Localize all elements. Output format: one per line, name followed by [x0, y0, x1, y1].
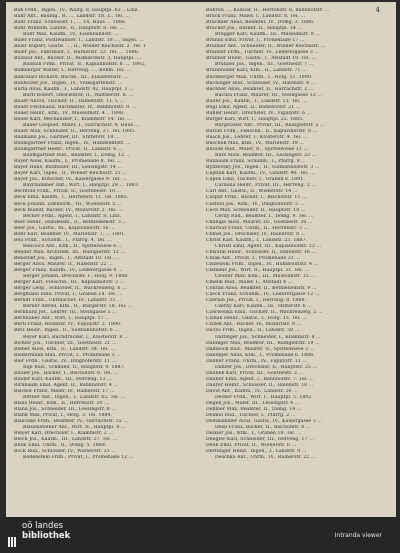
left-column-entry: Bieber Alois, Kfm., II., Landstr. 54. Tel. ...	[14, 346, 116, 352]
left-column-entry: Blum Emil, Uhrm., II., Domg. 5. 1889.	[14, 443, 107, 449]
right-column-entry: Cardona Heinr., Privat, III., Herreng. 2 ...	[215, 183, 317, 189]
left-column-entry: Behr Karl, Beamter, IV., Marienstr. 7. ... 1891.	[14, 231, 126, 237]
right-column-entry: Conrad Alois, Beamter, II., Bethlehemstr. 9 ...	[206, 286, 317, 292]
right-column-entry: Clemens Jos., Wirt, II., Hauptpl. 31. Tel. ...	[206, 268, 310, 274]
right-column-entry: Decker Frdn., Wirt, I., Hauptpl. 5. 1892.	[215, 395, 313, 400]
right-column-entry: Carl Ant., Gastw., II., Wienerstr. 14 ...	[206, 189, 298, 195]
left-column-entry: Betz Heinr., Ingen., II., Südbahnhofstr. 6 ...	[14, 328, 120, 334]
left-column-entry: Beyer Karl, Buchdrucker, I., Klosterstr. 8 ...	[23, 334, 129, 340]
right-column-entry: Charwat Franz, Uhrm., II., Herrenstr. 3 ...	[206, 225, 309, 231]
right-column-entry: Deimel Rud., Tischler, I., Pfarrg. 2 ...	[206, 413, 296, 419]
left-column-entry: Berger Karl, Fleischh., III., Kaplanhofstr. 3 ...	[14, 280, 125, 286]
left-column-entry: Bahr Max, Kaufm., IV., Eisenbahnstr. ...	[23, 32, 119, 38]
right-column-entry: Chalupa Alois, Maurer, III., Goethestr. 30 ...	[206, 219, 313, 225]
page-number: 4	[375, 6, 380, 14]
right-column-entry: Bühler Heinr., Drechsler, IV., Figulystr. 6 ...	[206, 110, 312, 116]
left-column-entry: Bauer Leopold, Maler, I., Harrachstr. 4, Haus ...	[23, 122, 140, 128]
left-column-entry: Bauer Karl, Mechaniker, I., Klammstr. 14. Tel. ...	[14, 116, 132, 122]
logo-line2: bibliothek	[22, 531, 71, 541]
left-column-entry: Bernhuber Ant., Wirt, I., Hauptpl. 17 ...	[14, 316, 110, 322]
right-column-entry: Brunner Frdn., Tischler, IV., Lederergasse 3 ...	[206, 50, 320, 56]
left-column-entry: Bechtold Frdn., Privat, II., Goetheestr. 10 ...	[14, 189, 122, 195]
right-column-entry: Daurer Heinr., Schlosser, II., Hafenstr. 10 ...	[206, 382, 314, 388]
right-column-entry: Brucker Jos., Bäcker, II., Hauptpl. 14 ...	[206, 26, 303, 32]
left-column-entry: Bleyer Karl, Drechsler, I., Klammstr. 2 ...	[14, 431, 113, 437]
left-column-entry: Baier Rupert, Gastw. ..., II., Wiener Reichsstr. 2. Tel. 1	[14, 44, 147, 50]
left-column-entry: Beer Jos., Gastw., III., Kapuzinerstr. 16 ...	[14, 225, 115, 231]
left-column-entry: Binder Karl, Kaufm., III., Herreng. 13 ...	[14, 376, 112, 382]
left-column-entry: Bergmann Emil, Privat, I., Graben 14. Tel. ...	[14, 292, 123, 298]
right-column-entry: Buder Jos., Kaufm., I., Landstr. 15. Tel. ...	[206, 98, 307, 104]
left-column	[14, 8, 196, 462]
right-column-entry: Dallinger Max, Beamter, III., Rudigierstr. 19 ...	[206, 340, 320, 346]
right-column-entry: Butz Alois, Beamter, III., Lessingstr. 23 ...	[215, 153, 317, 159]
left-column-entry: Beil Frdn., Schuhm., I., Pfarrg. 4. Tel. ...	[14, 237, 112, 243]
right-column-entry: Bruck Franz, Maler, I., Landstr. 8. Tel. ...	[206, 14, 306, 20]
left-column-entry: Bahr Wilhelm, Landw., II., Hauptstr. 6. Tel. ...	[14, 26, 125, 32]
left-column-entry: Bloch Jos., Kaufm., III., Landstr. 27. Tel. ...	[14, 437, 118, 443]
right-column-entry: Buchta Franz, Maurer, III., Steingasse 12 ...	[215, 92, 322, 98]
scanned-page	[6, 2, 396, 517]
right-column-entry: Burgstaller Ant., Privat, III., Rudigierstr. 5 ...	[215, 122, 325, 128]
left-column-entry: Bauer Anton, Tischler, II., Dametzstr. 11, I. ...	[14, 98, 125, 104]
left-column-entry: Bancalari Richard, Buchh., III., Elisabethstr. ...	[14, 74, 129, 80]
right-column-entry: Deschka Ant., Uhrm., IV., Rainerstr. 22 ...	[215, 455, 316, 461]
left-column-entry: Blank Max, Privat, I., Hofg. 3. Tel. 1884.	[14, 413, 113, 419]
library-logo[interactable]	[8, 522, 70, 541]
right-column-entry: Cloeter Max, Kfm., III., Museumstr. 15 ...	[215, 274, 316, 280]
left-column-entry: Blauensteiner Ant., Wirt, II., Hauptpl. 8 ...	[23, 425, 126, 431]
left-column-entry: Bock Rud., Schlosser, IV., Wienerstr. 31 ...	[14, 449, 116, 455]
right-column-entry: Buchinger Rud., Schlosser, IV., Hafenstr. 4 ...	[206, 80, 316, 86]
left-column-entry: Berger Leop., Schlosser, II., Wachreinerg. 6 ...	[14, 286, 127, 292]
right-column-entry: Dauber Emil, Agent, I., Bahnhofstr. 7. Tel. ...	[206, 376, 315, 382]
left-column-entry: Bamberger Walter, I., Herreng. ..., Böhm. Tel. ...	[14, 68, 132, 74]
right-column-entry: Danzer Jos., Drechsler, II., Hauptstr. 25 ...	[215, 364, 318, 370]
left-column-entry: Bauer Heinr., Kfm., IV., Museumstr. 4 .. 1898.	[14, 110, 125, 116]
right-column-entry: Buschek Max, Kfm., IV., Marienstr. 19 ...	[206, 141, 305, 147]
right-column-entry: Buchberger Max, Uhrm., I., Hofg. 11. 1890.	[206, 74, 313, 80]
left-column-entry: Baumgartner Rud., Beamter, I., Domg. 12 ...	[23, 153, 131, 159]
logo-line1: oö landes	[22, 521, 64, 531]
left-column-entry: Bier Frdn., Gastw., IV., Dinghoferstr. 11 ...	[14, 358, 117, 364]
right-column-entry: Cajetan Karl, Kaufm., IV., Landstr. 40. Tel. ...	[206, 171, 315, 177]
left-column-entry: Bichler Jos., Tischler, III., Goethestr. 21 ...	[14, 340, 117, 346]
left-column-entry: Biedermann Max, Privat, I., Promenade 3 ...	[14, 352, 121, 358]
left-column-entry: Bauer Ferdinand, Buchhalter, IV., Bahnhofstr. 9. ...	[14, 104, 137, 110]
right-column-entry: Brugger Karl, Kaufm., III., Museumstr. 9 ...	[215, 32, 320, 38]
right-column-entry: Brunner Jos., Ingen., III., Goethestr. 7 ...	[215, 62, 314, 68]
left-column-entry: Bauer Max, Schneider, II., Herreng. 27. Tel. 1885.	[14, 128, 136, 134]
left-column-entry: Bayer Alois, Kaufm., I., Promenade 8. Tel. ...	[14, 159, 122, 165]
left-column-entry: Bayer Hans, Bildhauer, III., Lessingstr. 14 ...	[14, 165, 123, 171]
right-column-entry: Dengler Karl, Schneider, III., Herreng. 17 ...	[206, 437, 314, 443]
left-column-entry: Beck Johann, Zimmerm., III., Wienerstr. 5 ...	[14, 201, 122, 207]
right-column-entry: Buchner Alois, Beamter, II., Harrachstr. 2 ...	[206, 86, 314, 92]
right-column-entry: Deisl Franz, Bäcker, II., Bischofstr. 8 ...	[215, 425, 311, 431]
left-column-entry: Baier Franz, Postbeamter, I., Landstr. 18 ..., Ingen. ...	[14, 38, 144, 44]
left-column-entry: Bittner Ant., Ingen., I., Landstr. 62. Tel. ...	[23, 395, 126, 400]
right-column-entry: Burger Karl, Wirt, I., Hauptpl. 22. 1885.	[206, 116, 304, 122]
left-column-entry: Bartl Robert, Oberlehrer, II., Waltherstr. 8. ...	[23, 92, 134, 98]
right-column-entry: Czech Franz, Schuhm., IV., Lederergasse 12 ...	[206, 292, 320, 298]
left-column-entry: Bahr Franz, Schlosser, I., ... 14, Haus ... 1886.	[14, 20, 127, 26]
right-column-entry: Capek Emil, Tischler, I., Graben 6. 1891.	[206, 177, 305, 183]
right-column-entry: Chwatal Heinr., Schlosser, II., Hafenstr. 16 ...	[206, 249, 317, 255]
right-column-entry: Bussek Rud., Maler, II., Spittelwiese 11 ...	[206, 147, 309, 153]
right-column-entry: Czerny Karl, Kaufm., III., Stifterstr. 6 ...	[215, 304, 312, 310]
left-column-entry: Berger Alois, Maurer, II., Hafenstr. 22 ...	[14, 261, 113, 267]
left-column-entry: Berner Alfred, Kfm., II., Bürgerstr. 18. Tel. ...	[23, 304, 133, 310]
library-logo-icon	[8, 532, 18, 542]
right-column-entry: Dachs Frdn., Ingen., II., Landstr. 50 ...	[206, 328, 300, 334]
right-column-entry: Degen Jos., Maler, III., Lessingstr. 4 ...	[206, 401, 300, 407]
left-column-entry: Blaschke Frdn., Beamter, IV., Harrachstr. 15 ...	[14, 419, 128, 425]
right-column-entry: Denk Emil, Privat, II., Wienerstr. 6 ...	[206, 443, 297, 449]
right-column-entry: Bruhns Emil, Privat, I., Promenade 17 ...	[206, 38, 305, 44]
left-column-entry: Bertl Franz, Beamter, IV., Figulystr. 2. 1890.	[14, 322, 122, 328]
left-column-entry: Bigl Rud., Schmied, II., Hauptstr. 9. 1887.	[23, 364, 126, 370]
right-column-entry: Derflinger Heinr., Ingen., I., Landstr. 9 ...	[206, 449, 307, 455]
right-column-entry: Bruckner Alois, Beamter, IV., Domg. 2. 1886.	[206, 20, 315, 26]
right-column-entry: Damböck Rud., Maurer, II., Spittelwiese 3 ...	[206, 346, 315, 352]
right-column-entry: Christ Karl, Kaufm., I., Landstr. 23. 1887.	[206, 237, 308, 243]
left-column-entry: Blaha Jos., Schneider, III., Lessingstr. 8 ...	[14, 407, 117, 413]
right-column	[206, 8, 388, 462]
left-column-entry: Beer Heinr., Handelsm., II., Bethlehemstr. 3 ...	[14, 219, 128, 225]
left-column-entry: Baumgartner Heinr., Privat, II., Landstr. 6 ...	[14, 147, 123, 153]
right-column-entry: Czizek Ant., Bäcker, IV., Mozartstr. 9 ...	[206, 322, 302, 328]
left-column-entry: Binder Jos., Bäcker, I., Bischofstr. 6. Tel. ...	[14, 370, 119, 376]
right-column-entry: David Ant., Kaufm., IV., Landstr. 36 ...	[206, 388, 298, 394]
left-column-entry: Bahr Ant., Bauing., R. ..., Landstr. 18, Z.. Tel. ...	[14, 14, 130, 20]
left-column-entry: Bah Frdn., Ingen., IV., Walfg. 8, Hauptpl. 62 .. Linz.	[14, 8, 139, 13]
right-column-entry: Chmel Jos., Drechsler, IV., Rainerstr. 8 ...	[206, 231, 306, 237]
left-column-entry: Baumgartner Franz, Ingen., IV., Humboldtstr. ...	[14, 141, 131, 147]
left-column-entry: Banholzer Jos., Ingen., IV., Volksgartenstr. ...	[14, 80, 123, 86]
right-column-entry: Czihak Heinr., Gastw., I., Hofg. 15. Tel. ...	[206, 316, 307, 322]
left-column-entry: Baier Jos., Fabrikant, I., Hafnerstr. 22. Tel. ... 1886.	[14, 50, 140, 56]
right-column-entry: Danner Franz, Uhrm., IV., Figulystr. 11 ...	[206, 358, 308, 364]
right-column-entry: Buxbaum Franz, Schuhm., I., Pfarrg. 9 ...	[206, 159, 306, 165]
right-column-entry: Daubek Karl, Privat, III., Goethestr. 2 ...	[206, 370, 304, 376]
right-column-entry: Deinhammer Alois, Gastw., IV., Kaisergasse 3 ...	[206, 419, 323, 425]
right-column-entry: Dehmer Max, Beamter, II., Domg. 14 ...	[206, 407, 302, 413]
left-column-entry: Bender Max, Architekt, III., Rudigierstr. 12 ...	[14, 249, 126, 255]
viewer-label[interactable]: Intranda viewer	[334, 532, 382, 539]
left-column-entry: Bernhard Jos., Lehrer, III., Steingasse 5 ...	[14, 310, 117, 316]
left-column-entry: Berger Franz, Kaufm., IV., Lederergasse 8 ...	[14, 268, 123, 274]
left-column-entry: Balduin Frdn., Privat, II., Kaplanhofstr. 6. ... 1892.	[23, 62, 146, 68]
right-column-entry: Brunner Heinr., Gastw., I., Altstadt 19. Tel. ...	[206, 56, 317, 62]
left-column-entry: Blaas Heinr., Kfm., II., Herrenstr. 20 ...	[14, 401, 109, 407]
right-column-entry: Brunner Ant., Schneider, II., Wiener Reichsstr. ...	[206, 44, 326, 50]
right-column-entry: Daninger Alois, Kfm., I., Promenade 6. 1886.	[206, 352, 315, 358]
left-column-entry: Bayer Jos., Kutscher, IV., Kaisergasse 9. Tel. ...	[14, 177, 128, 183]
left-column-entry: Becker Frdn., Agent, I., Landstr. 8, Linz.	[23, 213, 122, 219]
right-column-entry: Castelli Jos., Kfm., IV., Dinghoferstr. 5 ...	[206, 201, 305, 207]
right-column-entry: Christl Emil, Agent, III., Kaplanhofstr. 12 ...	[215, 243, 322, 249]
left-column-entry: Bodenstein Frdn., Privat, I., Promenade 12 ...	[23, 455, 134, 461]
right-column-entry: Czernin Jos., Privat, I., Herreng. 8. 1889.	[206, 298, 307, 304]
left-column-entry: Berndt Frdn., Uhrmacher, IV., Landstr. 33 ...	[14, 298, 122, 304]
right-column-entry: Busch Jos., Lehrer, I., Klosterstr. 4. Tel. ...	[206, 134, 308, 140]
left-column-entry: Bencsics Ant., Kfm., II., Spittelwiese 6 ...	[23, 243, 123, 249]
right-column-entry: Cech Max, Schneider, II., Hauptstr. 18 ...	[206, 207, 306, 213]
right-column-entry: Cmelik Rud., Maler, I., Altstadt 4 ...	[206, 280, 293, 286]
right-column-entry: Bydžovsky Jos., Ingen., II., Südbahnhofstr. 3 ...	[206, 165, 320, 171]
left-column-entry: Beck Rudolf, Bäcker, IV., Mozartstr. 2. Tel. ...	[14, 207, 123, 213]
left-column-entry: Bayer Karl, Tapez., II., Wiener Reichsstr. 21 ...	[14, 171, 127, 177]
right-column-entry: Brunnhuber Karl, Kfm., II., Landstr. 71 ...	[206, 68, 307, 74]
right-column-entry: Cerny Rud., Beamter, I., Domg. 9. Tel. ...	[215, 213, 314, 219]
right-column-entry: Czerwenka Emil, Tischler, II., Wachreinerg. 2 ...	[206, 310, 323, 316]
left-column-entry: Bischof Franz, Maler, IV., Rainerstr. 17 ...	[14, 388, 115, 394]
left-column-entry: Baumann Jos., Gärtner, III., Stifterstr. 18 ...	[14, 134, 120, 140]
right-column-entry: Bugl Emil, Agent, II., Bahnhofstr. 21 ...	[206, 104, 301, 110]
left-column-entry: Baldauf Ant., Bäcker, II., Bismarckstr. 3, Hauptpl. ...	[14, 56, 141, 62]
right-column-entry: Caspar Frdn., Bäcker, I., Bischofstr. 11 ...	[206, 195, 307, 201]
right-column-entry: Ciszewski Frdn., Ingen., IV., Humboldtstr. 4 ...	[206, 261, 319, 267]
left-column-entry: Bayrhammer Ant., Wirt, I., Hauptpl. 29 ... 1883.	[23, 183, 140, 189]
left-column-entry: Berger Johann, Drechsler, I., Hofg. 9. 1888.	[23, 274, 129, 280]
left-column-entry: Barta Alois, Kaufm., I., Landstr. 42, Hauptpl. 3 ...	[14, 86, 134, 92]
left-column-entry: Birnbaum Emil, Agent, II., Bahnhofstr. 4 ...	[14, 382, 119, 388]
right-column-entry: Bubrun ..., Kassier, II., Herrenstr. 6, Bahnhofstr. ...	[206, 8, 330, 13]
right-column-entry: Daffinger Jos., Schneider, I., Klammstr. 8 ...	[215, 334, 321, 340]
right-column-entry: Deixler Jos., Kfm., I., Graben 19. Tel. ...	[206, 431, 302, 437]
left-column-entry: Beck Emil, Kaufm., I., Herrenstr. 11. Tel. 1885.	[14, 195, 129, 201]
right-column-entry: Cihak Ant., Privat, I., Promenade 21 ...	[206, 255, 301, 261]
left-column-entry: Benedikt Jos., Ingen., I., Altstadt 10. Tel. ...	[14, 255, 120, 261]
right-column-entry: Burian Frdn., Fleischh., II., Kapuzinerstr. 8 ...	[206, 128, 318, 134]
